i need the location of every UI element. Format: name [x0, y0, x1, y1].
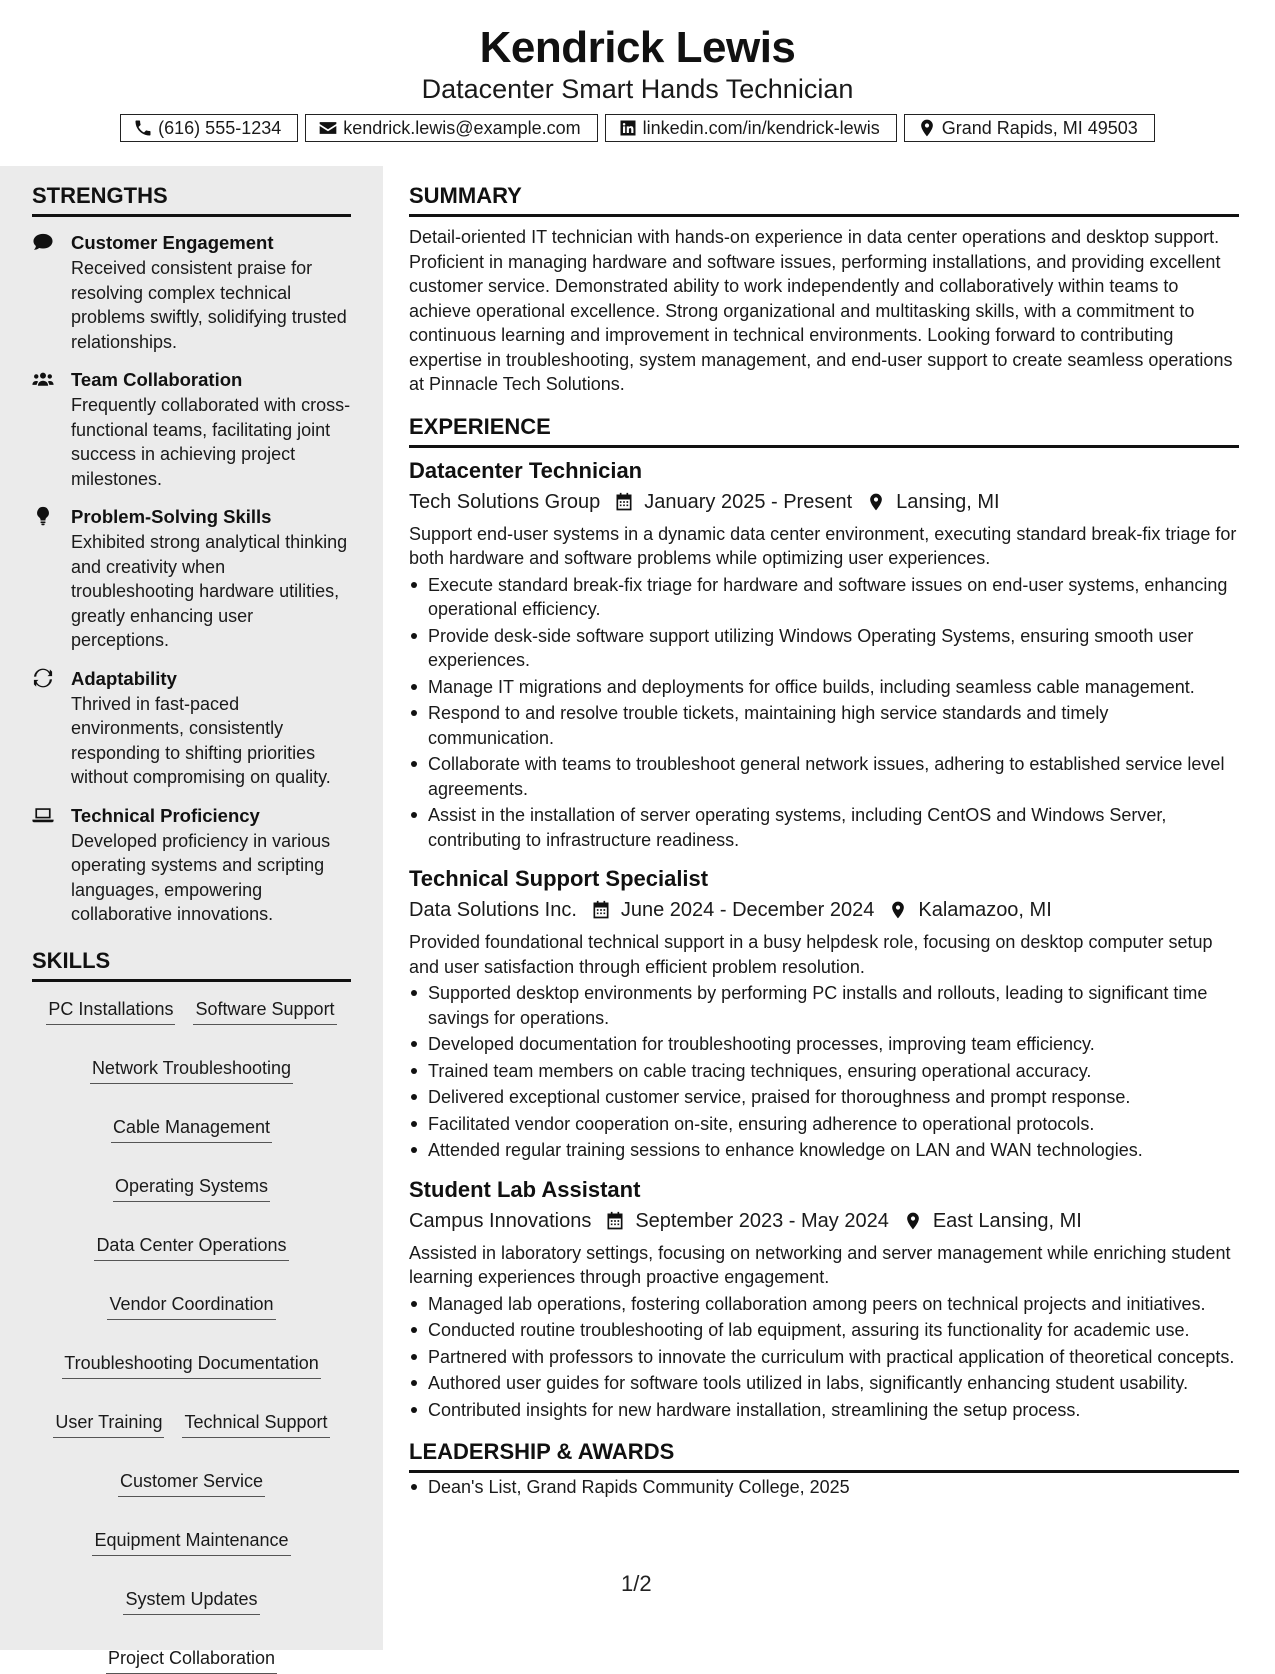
- envelope-icon: [318, 118, 338, 138]
- contact-phone[interactable]: [120, 114, 298, 142]
- contact-linkedin[interactable]: [605, 114, 897, 142]
- awards-heading: LEADERSHIP & AWARDS: [409, 1438, 1239, 1473]
- map-marker-icon: [888, 900, 908, 920]
- summary-heading: SUMMARY: [409, 182, 1239, 217]
- strength-desc: Frequently collaborated with cross-functional teams, facilitating joint success in achieving project milestones.: [71, 395, 351, 489]
- skill-tag: Vendor Coordination: [107, 1291, 275, 1320]
- job-bullets: [409, 981, 1239, 1163]
- skill-tag: Operating Systems: [113, 1173, 270, 1202]
- skill-tag: Network Troubleshooting: [90, 1055, 293, 1084]
- strength-desc: Received consistent praise for resolving complex technical problems swiftly, solidifying trusted relationships.: [71, 258, 347, 352]
- strengths-heading: STRENGTHS: [32, 182, 351, 217]
- job-entry: [409, 1175, 1239, 1423]
- linkedin-text: linkedin.com/in/kendrick-lewis: [642, 117, 880, 138]
- sidebar: [0, 166, 383, 1668]
- job-location: Kalamazoo, MI: [918, 899, 1052, 921]
- strength-title: Customer Engagement: [71, 232, 274, 253]
- calendar-icon: [605, 1211, 625, 1231]
- map-marker-icon: [917, 118, 937, 138]
- job-title: Datacenter Technician: [409, 457, 643, 483]
- list-item: Developed documentation for troubleshooting processes, improving team efficiency.: [409, 1032, 1239, 1057]
- skill-tag: System Updates: [123, 1586, 259, 1615]
- strength-item: [32, 367, 351, 491]
- skills-heading: SKILLS: [32, 947, 351, 982]
- strength-desc: Thrived in fast-paced environments, consistently responding to shifting priorities without compromising on quality.: [71, 693, 331, 787]
- job-title: Technical Support Specialist: [409, 866, 709, 891]
- strength-item: [32, 803, 351, 927]
- job-meta: [409, 1207, 1239, 1235]
- candidate-name: Kendrick Lewis: [479, 23, 796, 72]
- list-item: Conducted routine troubleshooting of lab equipment, assuring its functionality for academic use.: [409, 1318, 1239, 1343]
- list-item: Authored user guides for software tools utilized in labs, significantly enhancing student usability.: [409, 1371, 1239, 1396]
- page-number: 1/2: [621, 1571, 652, 1596]
- job-description: Assisted in laboratory settings, focusing on networking and server management while enriching student learning experiences through proactive engagement.: [409, 1242, 1231, 1287]
- strength-desc: Exhibited strong analytical thinking and creativity when troubleshooting hardware utilities, greatly enhancing user perceptions.: [71, 532, 348, 650]
- lightbulb-icon: [32, 506, 54, 526]
- users-icon: [32, 369, 54, 389]
- skill-tag: Troubleshooting Documentation: [62, 1350, 321, 1379]
- job-description: Provided foundational technical support in a busy helpdesk role, focusing on desktop computer setup and user satisfaction through efficient problem resolution.: [409, 932, 1213, 977]
- list-item: Contributed insights for new hardware installation, streamlining the setup process.: [409, 1398, 1239, 1423]
- strength-item: [32, 504, 351, 653]
- list-item: Partnered with professors to innovate the curriculum with practical application of theoretical concepts.: [409, 1345, 1239, 1370]
- map-marker-icon: [866, 492, 886, 512]
- main-content: [409, 166, 1239, 1500]
- job-location: Lansing, MI: [896, 490, 1000, 513]
- list-item: Managed lab operations, fostering collaboration among peers on technical projects and initiatives.: [409, 1292, 1239, 1317]
- skill-tag: Data Center Operations: [94, 1232, 288, 1261]
- list-item: Provide desk-side software support utilizing Windows Operating Systems, ensuring smooth user experiences.: [409, 624, 1239, 673]
- candidate-title: Datacenter Smart Hands Technician: [421, 74, 854, 104]
- phone-text: (616) 555-1234: [158, 117, 282, 138]
- map-marker-icon: [903, 1211, 923, 1231]
- sync-icon: [32, 668, 54, 688]
- resume-header: [0, 0, 1275, 166]
- list-item: Attended regular training sessions to enhance knowledge on LAN and WAN technologies.: [409, 1138, 1239, 1163]
- contact-email[interactable]: [305, 114, 597, 142]
- contact-location[interactable]: [904, 114, 1155, 142]
- skill-tag: Project Collaboration: [106, 1645, 277, 1674]
- job-dates: January 2025 - Present: [644, 490, 853, 513]
- job-meta: [409, 488, 1239, 516]
- job-description: Support end-user systems in a dynamic data center environment, executing standard break-fix triage for both hardware and software problems while optimizing user experiences.: [409, 523, 1237, 568]
- list-item: Manage IT migrations and deployments for office builds, including seamless cable management.: [409, 675, 1239, 700]
- list-item: Supported desktop environments by performing PC installs and rollouts, leading to significant time savings for operations.: [409, 981, 1239, 1030]
- list-item: Execute standard break-fix triage for hardware and software issues on end-user systems, enhancing operational efficiency.: [409, 573, 1239, 622]
- calendar-icon: [614, 492, 634, 512]
- list-item: Respond to and resolve trouble tickets, maintaining high service standards and timely communication.: [409, 701, 1239, 750]
- linkedin-icon: [618, 118, 638, 138]
- strength-item: [32, 666, 351, 790]
- phone-icon: [133, 118, 153, 138]
- skill-tag: PC Installations: [46, 996, 175, 1025]
- contact-bar: [0, 114, 1275, 142]
- skill-tag: Cable Management: [111, 1114, 272, 1143]
- strength-desc: Developed proficiency in various operating systems and scripting languages, empowering collaborative innovations.: [71, 830, 331, 924]
- skill-tag: Software Support: [193, 996, 336, 1025]
- job-company: Tech Solutions Group: [409, 490, 601, 513]
- skill-tag: Customer Service: [118, 1468, 265, 1497]
- skill-tag: Technical Support: [182, 1409, 329, 1438]
- skills-list: [32, 996, 351, 1674]
- list-item: Delivered exceptional customer service, praised for thoroughness and prompt response.: [409, 1085, 1239, 1110]
- strength-title: Adaptability: [71, 667, 177, 689]
- list-item: Assist in the installation of server operating systems, including CentOS and Windows Server, contributing to infrastructure readiness.: [409, 803, 1239, 852]
- job-meta: [409, 896, 1239, 924]
- strength-title: Problem-Solving Skills: [71, 506, 272, 527]
- calendar-icon: [591, 900, 611, 920]
- strength-title: Technical Proficiency: [71, 804, 260, 826]
- email-text: kendrick.lewis@example.com: [343, 117, 581, 138]
- job-company: Campus Innovations: [409, 1209, 592, 1232]
- experience-heading: EXPERIENCE: [409, 413, 1239, 448]
- strength-item: [32, 230, 351, 354]
- job-title: Student Lab Assistant: [409, 1176, 641, 1202]
- list-item: Trained team members on cable tracing techniques, ensuring operational accuracy.: [409, 1059, 1239, 1084]
- skill-tag: Equipment Maintenance: [92, 1527, 290, 1556]
- strength-title: Team Collaboration: [71, 369, 243, 390]
- job-company: Data Solutions Inc.: [409, 899, 577, 921]
- list-item: Collaborate with teams to troubleshoot general network issues, adhering to established service level agreements.: [409, 752, 1239, 801]
- job-dates: June 2024 - December 2024: [620, 899, 875, 921]
- skill-tag: User Training: [53, 1409, 164, 1438]
- job-dates: September 2023 - May 2024: [635, 1209, 889, 1232]
- location-text: Grand Rapids, MI 49503: [941, 117, 1138, 138]
- job-location: East Lansing, MI: [932, 1209, 1082, 1232]
- comment-icon: [32, 232, 54, 252]
- list-item: Facilitated vendor cooperation on-site, ensuring adherence to operational protocols.: [409, 1112, 1239, 1137]
- summary-text: Detail-oriented IT technician with hands-on experience in data center operations and desktop support. Proficient in managing hardware and software issues, performing installations, and providing excellent customer service. Demonstrated ability to work independently and collaboratively within teams to achieve operational excellence. Strong organizational and multitasking skills, with a commitment to continuous learning and improvement in technical environments. Looking forward to contributing expertise in troubleshooting, system management, and end-user support to create seamless operations at Pinnacle Tech Solutions.: [409, 227, 1233, 394]
- laptop-icon: [32, 805, 54, 825]
- job-entry: [409, 864, 1239, 1163]
- job-entry: [409, 456, 1239, 853]
- job-bullets: [409, 1292, 1239, 1423]
- awards-list: [409, 1475, 1239, 1500]
- job-bullets: [409, 573, 1239, 853]
- list-item: Dean's List, Grand Rapids Community College, 2025: [409, 1475, 1239, 1500]
